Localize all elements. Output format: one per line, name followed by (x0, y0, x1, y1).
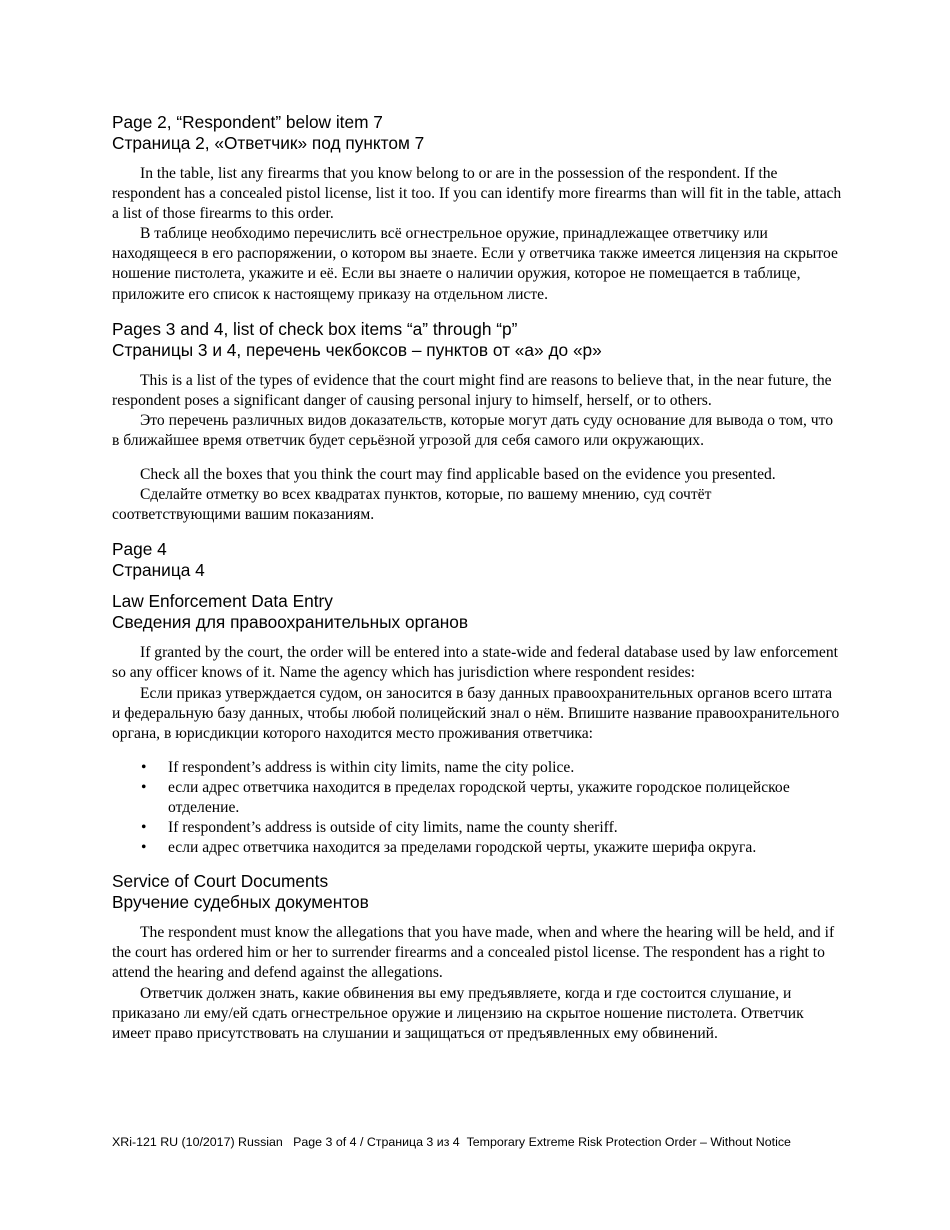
section-law-enforcement-heading (112, 591, 842, 633)
list-item-text: If respondent’s address is outside of city limits, name the county sheriff. (168, 819, 618, 837)
heading-en: Page 4 (112, 539, 167, 560)
paragraph-ru: В таблице необходимо перечислить всё огнестрельное оружие, принадлежащее ответчику или находящееся в его распоряжении, о котором вы знаете. Если у ответчика также имеется лицензия на скрытое ношение пистолета, укажите и её. Если вы знаете о наличии оружия, которое не помещается в таблице, приложите его список к настоящему приказу на отдельном листе. (112, 225, 838, 303)
document-body (112, 112, 842, 1058)
list-item (112, 818, 842, 838)
bullet-icon: • (141, 758, 147, 776)
bullet-icon: • (141, 819, 147, 837)
list-item (112, 758, 842, 778)
section-respondent-text (112, 164, 842, 305)
section-checkbox-heading (112, 319, 842, 361)
bullet-icon: • (141, 778, 147, 796)
list-item-text: If respondent’s address is within city limits, name the city police. (168, 758, 575, 776)
list-item-text: если адрес ответчика находится за пределами городской черты, укажите шерифа округа. (168, 839, 757, 857)
list-item-text: если адрес ответчика находится в пределах городской черты, укажите городское полицейское отделение. (168, 778, 790, 816)
agency-bullet-list (112, 758, 842, 858)
heading-ru: Вручение судебных документов (112, 892, 369, 913)
paragraph-ru: Это перечень различных видов доказательств, которые могут дать суду основание для вывода о том, что в ближайшее время ответчик будет серьёзной угрозой для себя самого или окружающих. (112, 411, 833, 449)
heading-ru: Сведения для правоохранительных органов (112, 612, 469, 633)
section-law-enforcement-text (112, 643, 842, 743)
page-footer (112, 1135, 842, 1149)
paragraph-en: If granted by the court, the order will be entered into a state-wide and federal database used by law enforcement so any officer knows of it. Name the agency which has jurisdiction where respondent resides: (112, 644, 838, 682)
footer-form-title: Temporary Extreme Risk Protection Order – Without Notice (466, 1135, 791, 1149)
section-checkbox-text-2 (112, 465, 842, 525)
heading-en: Pages 3 and 4, list of check box items “a” through “p” (112, 318, 518, 339)
heading-en: Page 2, “Respondent” below item 7 (112, 112, 383, 132)
paragraph-en: The respondent must know the allegations that you have made, when and where the hearing will be held, and if the court has ordered him or her to surrender firearms and a concealed pistol license. The respondent has a right to attend the hearing and defend against the allegations. (112, 924, 835, 982)
heading-ru: Страница 4 (112, 560, 205, 581)
section-respondent-heading (112, 112, 842, 154)
paragraph-ru: Сделайте отметку во всех квадратах пунктов, которые, по вашему мнению, суд сочтёт соответствующими вашим показаниям. (112, 486, 712, 524)
heading-ru: Страницы 3 и 4, перечень чекбоксов – пунктов от «a» до «p» (112, 339, 602, 360)
heading-ru: Страница 2, «Ответчик» под пунктом 7 (112, 133, 425, 153)
footer-page-info: Page 3 of 4 / Страница 3 из 4 (293, 1135, 460, 1149)
paragraph-en: In the table, list any firearms that you know belong to or are in the possession of the respondent. If the respondent has a concealed pistol license, list it too. If you can identify more firearms than will fit in the table, attach a list of those firearms to this order. (112, 165, 842, 223)
section-page4-heading (112, 539, 842, 581)
heading-en: Service of Court Documents (112, 871, 329, 892)
section-service-text (112, 923, 842, 1044)
section-service-heading (112, 871, 842, 913)
paragraph-ru: Если приказ утверждается судом, он заносится в базу данных правоохранительных органов всего штата и федеральную базу данных, чтобы любой полицейский знал о нём. Впишите название правоохранительного органа, в юрисдикции которого находится место проживания ответчика: (112, 684, 840, 742)
list-item (112, 838, 842, 858)
list-item (112, 778, 842, 818)
paragraph-ru: Ответчик должен знать, какие обвинения вы ему предъявляете, когда и где состоится слушание, и приказано ли ему/ей сдать огнестрельное оружие и лицензию на скрытое ношение пистолета. Ответчик имеет право присутствовать на слушании и защищаться от предъявленных ему обвинений. (112, 984, 804, 1042)
paragraph-en: This is a list of the types of evidence that the court might find are reasons to believe that, in the near future, the respondent poses a significant danger of causing personal injury to himself, herself, or to others. (112, 371, 832, 409)
paragraph-en: Check all the boxes that you think the court may find applicable based on the evidence you presented. (140, 466, 776, 484)
heading-en: Law Enforcement Data Entry (112, 591, 333, 612)
bullet-icon: • (141, 839, 147, 857)
footer-form-id: XRi-121 RU (10/2017) Russian (112, 1135, 283, 1149)
section-checkbox-text-1 (112, 371, 842, 451)
